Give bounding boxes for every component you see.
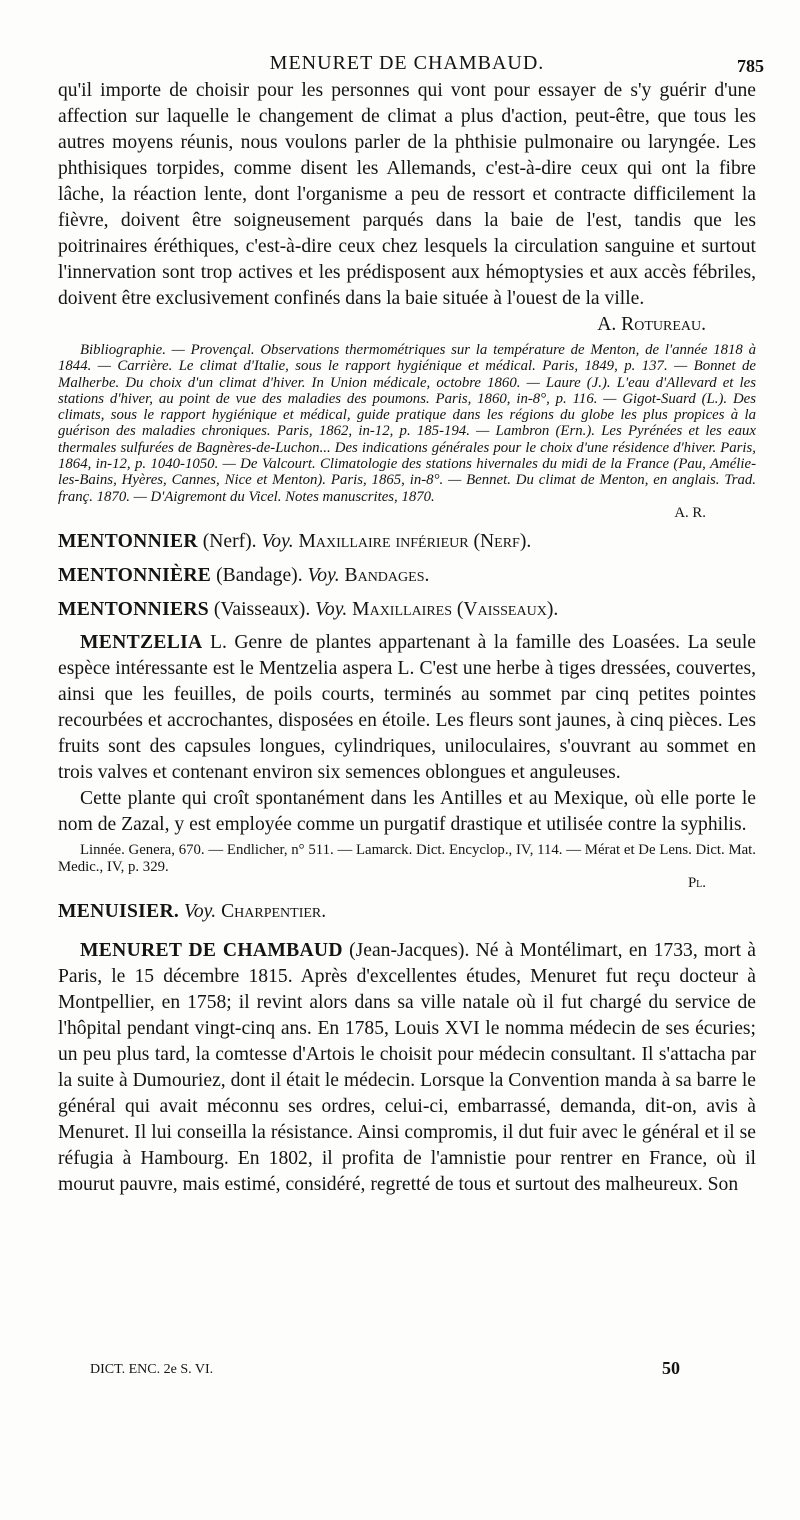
entry-keyword: MENURET DE CHAMBAUD (80, 940, 343, 962)
running-head (58, 48, 764, 78)
mentzelia-signature: Pl. (687, 874, 706, 891)
running-title: MENURET DE CHAMBAUD. (269, 52, 545, 74)
signature-mark: DICT. ENC. 2e S. VI. (90, 1362, 214, 1377)
entry-keyword: MENTONNIÈRE (58, 565, 212, 587)
sheet-number: 50 (662, 1358, 680, 1378)
xref-mentonniere: MENTONNIÈRE (Bandage). Voy. Bandages. (58, 565, 430, 587)
entry-keyword: MENUISIER. (58, 901, 180, 923)
rotureau-signature: A. Rotureau. (597, 314, 706, 335)
xref-mentonnier: MENTONNIER (Nerf). Voy. Maxillaire inférieur (Nerf). (58, 531, 532, 553)
page-footer (90, 1358, 680, 1379)
entry-keyword: MENTZELIA (80, 632, 203, 654)
mentzelia-references: Linnée. Genera, 670. — Endlicher, n° 511. — Lamarck. Dict. Encyclop., IV, 114. — Mérat et De Lens. Dict. Mat. Medic., IV, p. 329. (58, 842, 756, 875)
mentzelia-paragraph-2: Cette plante qui croît spontanément dans les Antilles et au Mexique, où elle porte le nom de Zazal, y est employée comme un purgatif drastique et utilisée contre la syphilis. (58, 788, 756, 836)
mentzelia-paragraph: MENTZELIA L. Genre de plantes appartenant à la famille des Loasées. La seule espèce intéressante est le Mentzelia aspera L. C'est une herbe à tiges dressées, couvertes, ainsi que les feuilles, de poils courts, terminés au sommet par cinq petites pointes recourbées et accrochantes, disposées en étoile. Les fleurs sont jaunes, à cinq pièces. Les fruits sont des capsules longues, cylindriques, uniloculaires, s'ouvrant au sommet en trois valves et contenant environ six semences oblongues et anguleuses. (58, 632, 756, 784)
bibliography-signature: A. R. (674, 504, 706, 521)
entry-keyword: MENTONNIERS (58, 599, 210, 621)
entry-keyword: MENTONNIER (58, 531, 198, 553)
page-number: 785 (737, 56, 764, 76)
bibliography: Bibliographie. — Provençal. Observations thermométriques sur la température de Menton, de l'année 1818 à 1844. — Carrière. Le climat d'Italie, sous le rapport hygiénique et médical. Paris, 1849, p. 137. — Bonnet de Malherbe. Du choix d'un climat d'hiver. In Union médicale, octobre 1860. — Laure (J.). L'eau d'Allevard et les stations d'hiver, au point de vue des maladies des poumons. Paris, 1860, in-8°, p. 116. — Gigot-Suard (L.). Des climats, sous le rapport hygiénique et médical, guide pratique dans les régions du globe les plus propices à la guérison des maladies chroniques. Paris, 1862, in-12, p. 185-194. — Lambron (Ern.). Les Pyrénées et les eaux thermales sulfurées de Bagnères-de-Luchon... Des indications générales pour le choix d'une résidence d'hiver. Paris, 1864, in-12, p. 1040-1050. — De Valcourt. Climatologie des stations hivernales du midi de la France (Pau, Amélie-les-Bains, Hyères, Cannes, Nice et Menton). Paris, 1865, in-8°. — Bennet. Du climat de Menton, en anglais. Trad. franç. 1870. — D'Aigremont du Vicel. Notes manuscrites, 1870. (58, 342, 756, 505)
xref-mentonniers: MENTONNIERS (Vaisseaux). Voy. Maxillaires (Vaisseaux). (58, 599, 559, 621)
rotureau-paragraph: qu'il importe de choisir pour les personnes qui vont pour essayer de s'y guérir d'une affection sur laquelle le changement de climat a plus d'action, peut-être, que tous les autres moyens réunis, nous voulons parler de la phthisie pulmonaire ou laryngée. Les phthisiques torpides, comme disent les Allemands, c'est-à-dire ceux qui ont la fibre lâche, la réaction lente, dont l'organisme a peu de ressort et contracte difficilement la fièvre, doivent être soigneusement parqués dans la baie de l'est, tandis que les poitrinaires éréthiques, c'est-à-dire ceux chez lesquels la circulation sanguine et surtout l'innervation sont trop actives et les prédisposent aux hémoptysies et aux accès fébriles, doivent être exclusivement confinés dans la baie située à l'ouest de la ville. (58, 80, 756, 309)
menuret-paragraph: MENURET DE CHAMBAUD (Jean-Jacques). Né à Montélimart, en 1733, mort à Paris, le 15 décembre 1815. Après d'excellentes études, Menuret fut reçu docteur à Montpellier, en 1758; il revint alors dans sa ville natale où il fut chargé du service de l'hôpital pendant vingt-cinq ans. En 1785, Louis XVI le nomma médecin de ses écuries; un peu plus tard, la comtesse d'Artois le choisit pour médecin consultant. Il s'attacha par la suite à Dumouriez, dont il était le médecin. Lorsque la Convention manda à sa barre le général qui avait méconnu ses ordres, celui-ci, embarrassé, demanda, dit-on, avis à Menuret. Il lui conseilla la résistance. Ainsi compromis, il dut fuir avec le général et il se réfugia à Hambourg. En 1802, il profita de l'amnistie pour rentrer en France, où il mourut pauvre, mais estimé, considéré, regretté de tous et surtout des malheureux. Son (58, 940, 756, 1196)
page (58, 48, 764, 1198)
xref-menuisier: MENUISIER. Voy. Charpentier. (58, 901, 327, 923)
